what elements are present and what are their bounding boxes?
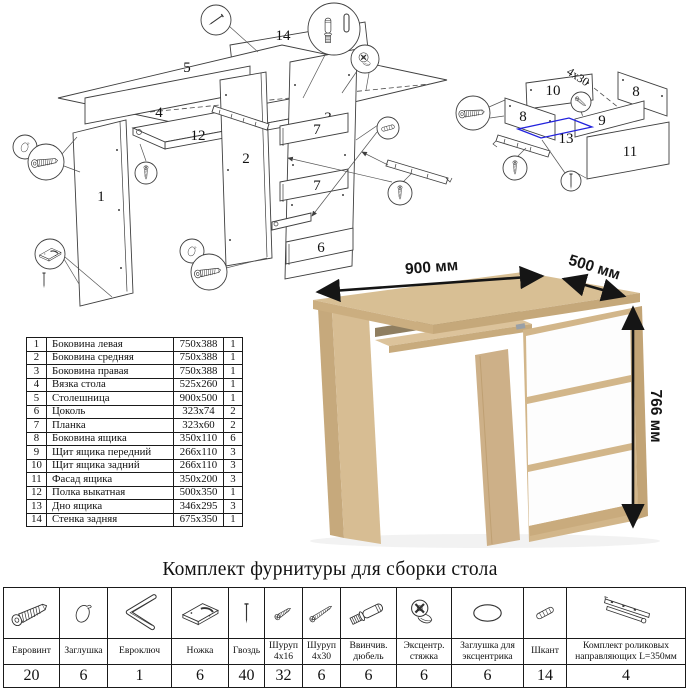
callout-cap-euroscrew-left — [13, 135, 80, 180]
parts-table-row — [27, 419, 243, 433]
hardware-item-qty: 4 — [567, 664, 685, 687]
hardware-item-screw-4x16 — [265, 588, 303, 687]
hardware-item-hex-key — [108, 588, 172, 687]
hardware-item-foot — [172, 588, 229, 687]
parts-cell-size: 323x60 — [174, 419, 224, 433]
part-label: 13 — [558, 131, 574, 147]
hardware-item-label: Шуруп 4х16 — [265, 638, 302, 664]
parts-cell-size: 900x500 — [174, 392, 224, 406]
hardware-item-qty: 32 — [265, 664, 302, 687]
parts-cell-size: 500x350 — [174, 486, 224, 500]
drawer-slide-icon — [567, 588, 685, 638]
dimension-width-label: 900 мм — [404, 256, 459, 279]
product-rendering — [280, 248, 700, 548]
dowel-screw-icon — [341, 588, 396, 638]
parts-cell-name: Цоколь — [47, 405, 174, 419]
parts-cell-qty: 2 — [224, 405, 243, 419]
cam-cap-icon — [452, 588, 523, 638]
parts-cell-num: 5 — [27, 392, 47, 406]
parts-cell-num: 10 — [27, 459, 47, 473]
hardware-item-dowel-screw — [341, 588, 397, 687]
hardware-item-euro-screw — [4, 588, 60, 687]
hardware-item-label: Евровинт — [4, 638, 59, 664]
parts-table-row — [27, 378, 243, 392]
parts-cell-name: Щит ящика передний — [47, 446, 174, 460]
parts-cell-size: 750x388 — [174, 365, 224, 379]
parts-table-row — [27, 432, 243, 446]
parts-cell-size: 266x110 — [174, 459, 224, 473]
hardware-item-cam-cap — [452, 588, 524, 687]
hardware-item-label: Евроключ — [108, 638, 171, 664]
parts-table-row — [27, 500, 243, 514]
parts-cell-num: 4 — [27, 378, 47, 392]
part-label: 8 — [519, 109, 527, 125]
hex-key-icon — [108, 588, 171, 638]
parts-table-body — [27, 338, 243, 527]
nail-icon — [42, 273, 45, 288]
screw-size-label: 4x30 — [564, 64, 593, 90]
parts-table-row — [27, 392, 243, 406]
parts-cell-qty: 1 — [224, 338, 243, 352]
parts-table-row — [27, 405, 243, 419]
parts-cell-size: 750x388 — [174, 351, 224, 365]
parts-cell-qty: 1 — [224, 365, 243, 379]
parts-cell-size: 266x110 — [174, 446, 224, 460]
hardware-item-qty: 6 — [397, 664, 451, 687]
hardware-item-qty: 6 — [60, 664, 107, 687]
hardware-item-qty: 6 — [172, 664, 228, 687]
parts-table-row — [27, 338, 243, 352]
parts-table — [26, 337, 243, 527]
callout-euro-screw — [456, 96, 505, 130]
parts-cell-qty: 1 — [224, 378, 243, 392]
part-label: 11 — [622, 144, 638, 160]
parts-cell-qty: 6 — [224, 432, 243, 446]
parts-cell-size: 750x388 — [174, 338, 224, 352]
parts-cell-qty: 2 — [224, 419, 243, 433]
cam-lock-icon — [397, 588, 451, 638]
parts-cell-qty: 3 — [224, 500, 243, 514]
hardware-item-label: Ввинчив. дюбель — [341, 638, 396, 664]
part-label: 1 — [97, 189, 105, 205]
parts-cell-size: 350x110 — [174, 432, 224, 446]
hardware-item-qty: 14 — [524, 664, 566, 687]
cap-icon — [60, 588, 107, 638]
parts-table-row — [27, 513, 243, 527]
hardware-item-label: Шкант — [524, 638, 566, 664]
part-label: 9 — [598, 113, 606, 129]
desk-image — [313, 272, 648, 546]
parts-cell-qty: 3 — [224, 459, 243, 473]
part-label: 7 — [313, 178, 321, 194]
parts-cell-size: 675x350 — [174, 513, 224, 527]
hardware-item-label: Комплект роликовых направляющих L=350мм — [567, 638, 685, 664]
parts-cell-name: Боковина левая — [47, 338, 174, 352]
parts-cell-name: Вязка стола — [47, 378, 174, 392]
parts-table-row — [27, 365, 243, 379]
hardware-item-qty: 6 — [303, 664, 340, 687]
callout-screw-shelf — [135, 144, 157, 184]
hardware-title: Комплект фурнитуры для сборки стола — [162, 559, 498, 580]
exploded-diagram-drawer — [438, 28, 700, 263]
hardware-item-label: Шуруп 4х30 — [303, 638, 340, 664]
parts-cell-num: 3 — [27, 365, 47, 379]
part-label: 2 — [242, 151, 250, 167]
hardware-item-label: Заглушка для эксцентрика — [452, 638, 523, 664]
parts-cell-qty: 1 — [224, 351, 243, 365]
parts-cell-num: 6 — [27, 405, 47, 419]
parts-cell-num: 12 — [27, 486, 47, 500]
dowel-screw-icon — [325, 18, 332, 42]
hardware-item-wood-dowel — [524, 588, 567, 687]
parts-table-row — [27, 486, 243, 500]
hardware-item-cap — [60, 588, 108, 687]
parts-cell-num: 14 — [27, 513, 47, 527]
parts-cell-qty: 3 — [224, 473, 243, 487]
parts-cell-num: 7 — [27, 419, 47, 433]
part-2-middle-side — [212, 72, 272, 266]
parts-cell-qty: 1 — [224, 486, 243, 500]
parts-cell-name: Дно ящика — [47, 500, 174, 514]
wood-dowel-icon — [524, 588, 566, 638]
parts-cell-name: Боковина средняя — [47, 351, 174, 365]
hardware-item-qty: 20 — [4, 664, 59, 687]
parts-cell-name: Фасад ящика — [47, 473, 174, 487]
parts-cell-size: 350x200 — [174, 473, 224, 487]
callout-screw-guide — [503, 148, 527, 180]
parts-cell-name: Полка выкатная — [47, 486, 174, 500]
foot-icon — [172, 588, 228, 638]
part-1-left-side — [73, 120, 133, 306]
hardware-item-label: Ножка — [172, 638, 228, 664]
hardware-item-label: Заглушка — [60, 638, 107, 664]
parts-cell-size: 323x74 — [174, 405, 224, 419]
hardware-item-qty: 1 — [108, 664, 171, 687]
part-label: 5 — [183, 60, 191, 76]
parts-cell-name: Столешница — [47, 392, 174, 406]
hardware-item-qty: 6 — [452, 664, 523, 687]
hardware-item-drawer-slide — [567, 588, 685, 687]
parts-cell-name: Стенка задняя — [47, 513, 174, 527]
hardware-item-nail — [229, 588, 265, 687]
callout-nail — [542, 140, 586, 191]
parts-cell-num: 9 — [27, 446, 47, 460]
parts-cell-qty: 3 — [224, 446, 243, 460]
hardware-item-label: Гвоздь — [229, 638, 264, 664]
hardware-item-cam-lock — [397, 588, 452, 687]
nail-icon — [229, 588, 264, 638]
parts-cell-size: 346x295 — [174, 500, 224, 514]
parts-table-row — [27, 459, 243, 473]
dimension-height-label: 766 мм — [647, 389, 664, 443]
part-label: 10 — [545, 83, 561, 99]
callout-wood-dowel — [356, 117, 399, 140]
parts-cell-qty: 1 — [224, 392, 243, 406]
parts-cell-size: 525x260 — [174, 378, 224, 392]
part-label: 7 — [313, 122, 321, 138]
parts-table-row — [27, 473, 243, 487]
hardware-item-label: Эксцентр. стяжка — [397, 638, 451, 664]
hardware-item-screw-4x30 — [303, 588, 341, 687]
parts-cell-num: 2 — [27, 351, 47, 365]
cap-icon — [344, 14, 349, 32]
parts-cell-num: 11 — [27, 473, 47, 487]
dimension-depth-label: 500 мм — [566, 251, 623, 284]
parts-cell-num: 1 — [27, 338, 47, 352]
hardware-table — [3, 587, 686, 688]
parts-cell-num: 8 — [27, 432, 47, 446]
screw-4x30-icon — [303, 588, 340, 638]
hardware-item-qty: 40 — [229, 664, 264, 687]
part-label: 14 — [275, 28, 291, 44]
parts-cell-name: Щит ящика задний — [47, 459, 174, 473]
parts-cell-name: Боковина правая — [47, 365, 174, 379]
parts-table-row — [27, 351, 243, 365]
part-label: 8 — [632, 84, 640, 100]
parts-table-row — [27, 446, 243, 460]
parts-cell-num: 13 — [27, 500, 47, 514]
part-label: 6 — [317, 240, 325, 256]
hardware-item-qty: 6 — [341, 664, 396, 687]
part-label: 12 — [190, 128, 206, 144]
parts-cell-name: Планка — [47, 419, 174, 433]
euro-screw-icon — [4, 588, 59, 638]
parts-cell-name: Боковина ящика — [47, 432, 174, 446]
screw-4x16-icon — [265, 588, 302, 638]
part-label: 4 — [155, 105, 163, 121]
parts-cell-qty: 1 — [224, 513, 243, 527]
